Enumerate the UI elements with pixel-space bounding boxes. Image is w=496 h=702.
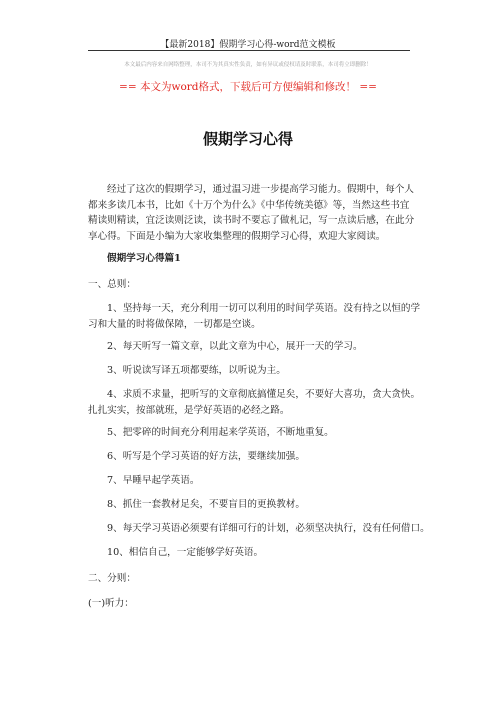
word-format-notice: == 本文为word格式，下载后可方便编辑和修改！ == [119,81,377,93]
header-divider [88,50,410,51]
list-item-line: 习和大量的时将做保障，一切都是空谈。 [88,318,261,330]
intro-paragraph [88,182,415,244]
list-item: 2、每天听写一篇文章，以此文章为中心，展开一天的学习。 [107,341,363,352]
intro-line: 享心得。下面是小编为大家收集整理的假期学习心得，欢迎大家阅读。 [88,230,386,242]
list-item: 5、把零碎的时间充分利用起来学英语，不断地重复。 [107,427,334,438]
list-item: 7、早睡早起学英语。 [107,475,200,486]
list-item: 6、听写是个学习英语的好方法，要继续加强。 [107,451,305,462]
list-item: 8、抓住一套教材足矣，不要盲目的更换教材。 [107,499,305,510]
intro-line: 经过了这次的假期学习，通过温习进一步提高学习能力。假期中，每个人 [107,184,414,195]
document-title: 假期学习心得 [202,130,293,148]
list-item [88,301,421,332]
intro-line: 精读则精读，宜泛读则泛读，读书时不要忘了做札记，写一点读后感，在此分 [88,215,415,226]
list-item-line: 4、求质不求量，把听写的文章彻底搞懂足矣，不要好大喜功，贪大贪快。 [107,389,421,400]
disclaimer-text: 本文最后内容来自网络整理，本司不为其真实性负责，如有异议或侵权请及时联系，本司将立即删除！ [124,62,372,68]
part1-heading: 一、总则： [88,279,136,290]
page-header-title: 【最新2018】假期学习心得-word范文模板 [160,40,336,50]
list-item [88,387,421,418]
sub-heading: (一)听力： [88,598,134,609]
list-item: 9、每天学习英语必须要有详细可行的计划，必须坚决执行，没有任何借口。 [107,523,430,534]
intro-line: 都来多读几本书，比如《十万个为什么》《中华传统美德》等，当然这些书宜 [88,199,410,211]
section-heading: 假期学习心得篇1 [107,253,181,264]
list-item: 3、听说读写译五项都要练，以听说为主。 [107,365,286,376]
part2-heading: 二、分则： [88,573,136,584]
list-item: 10、相信自己，一定能够学好英语。 [107,547,264,558]
list-item-line: 扎扎实实，按部就班，是学好英语的必经之路。 [88,404,290,416]
list-item-line: 1、坚持每一天，充分利用一切可以利用的时间学英语。没有持之以恒的学 [107,303,421,314]
